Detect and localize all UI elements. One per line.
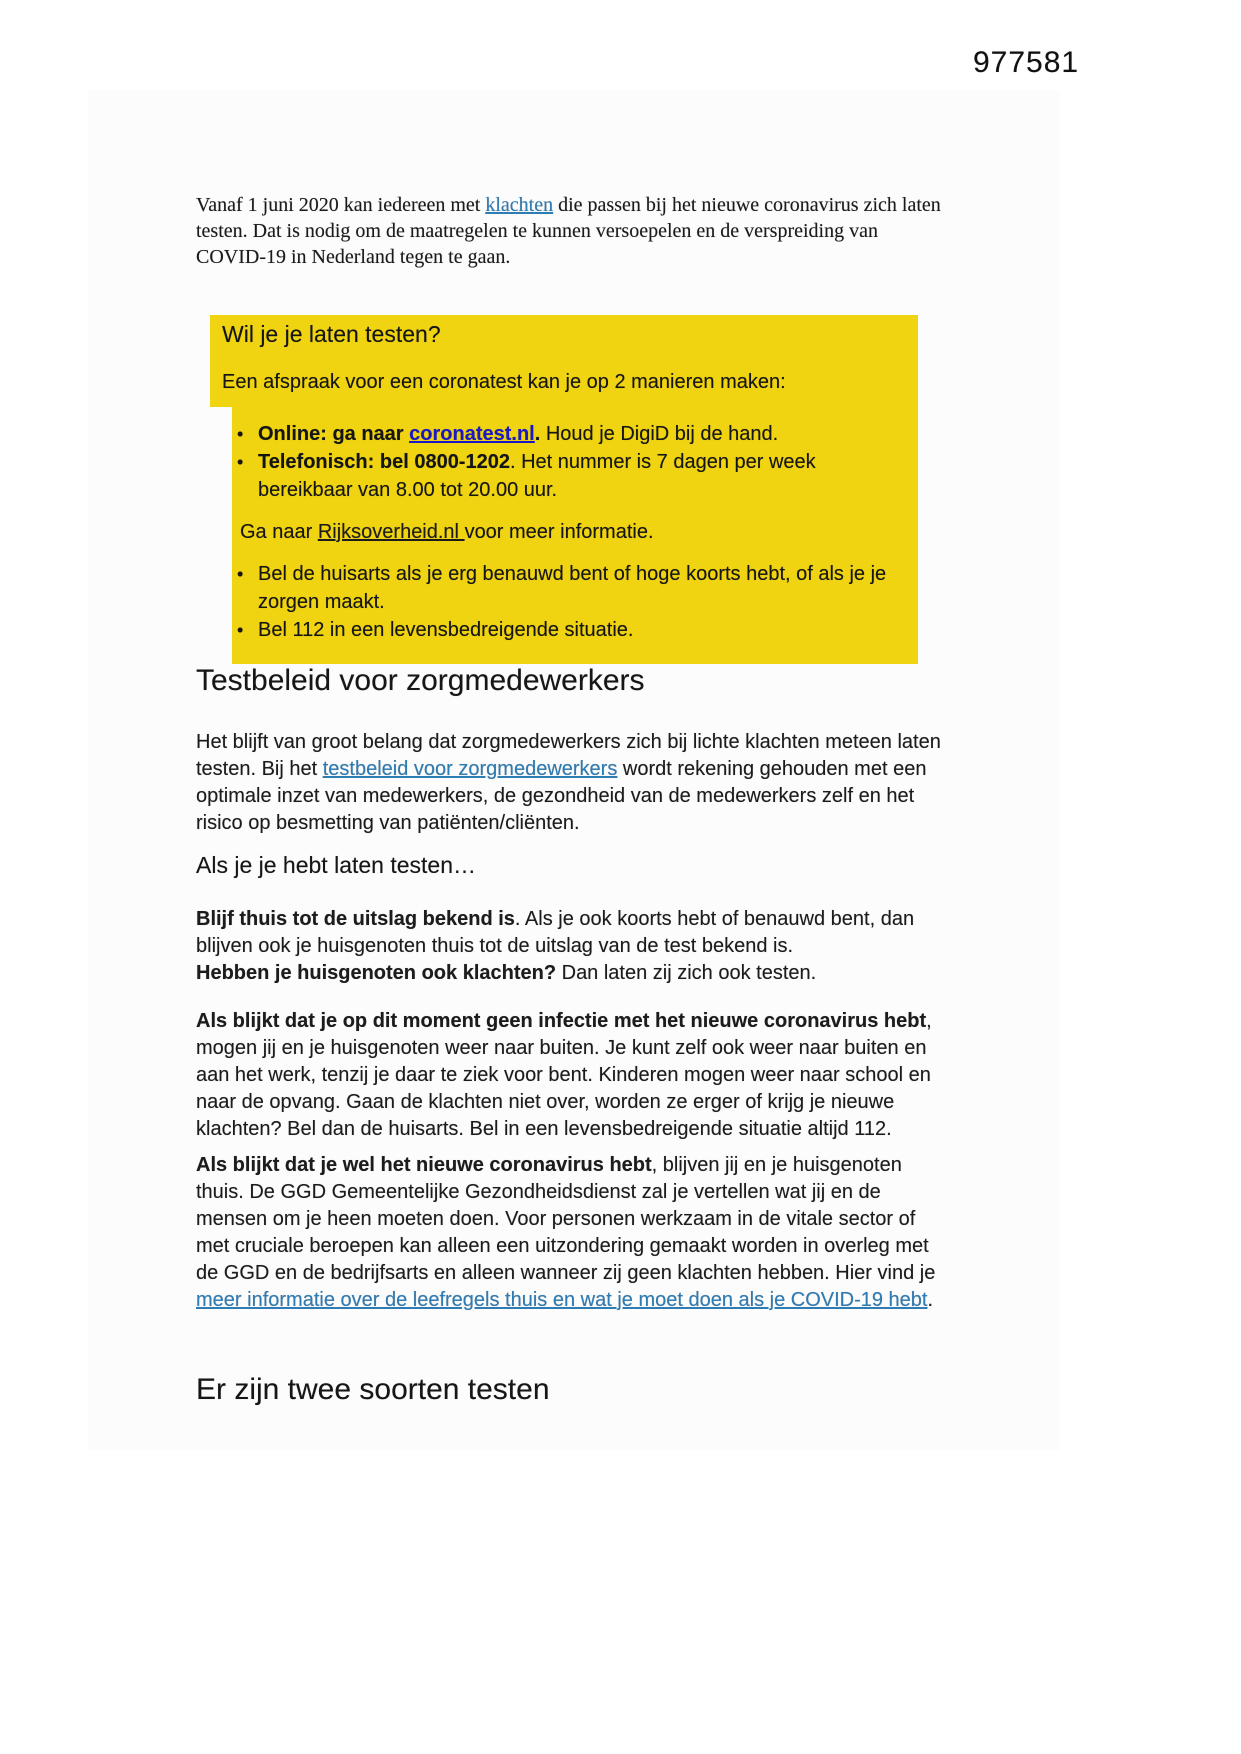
testbeleid-paragraph (196, 729, 944, 837)
info-line (240, 518, 910, 546)
intro-paragraph (196, 192, 944, 270)
intro-text-pre: Vanaf 1 juni 2020 kan iedereen met (196, 194, 486, 216)
telefonisch-rest-text: . Het nummer is 7 dagen per week bereikbaar van 8.00 tot 20.00 uur. (258, 451, 816, 501)
online-bold-period: . (534, 423, 541, 445)
klachten-link[interactable]: klachten (485, 194, 554, 216)
highlight-box-top (210, 315, 918, 407)
highlight-subtitle: Een afspraak voor een coronatest kan je op 2 manieren maken: (222, 371, 786, 393)
highlight-box-bottom (232, 407, 918, 664)
info-pre-text: Ga naar (240, 521, 318, 543)
wel-corona-text: , blijven jij en je huisgenoten thuis. De GGD Gemeentelijke Gezondheidsdienst zal je vertellen wat jij en de mensen om je heen moeten doen. Voor personen werkzaam in de vitale sector of met cruciale beroepen kan alleen een uitzondering gemaakt worden in overleg met de GGD en de bedrijfsarts en alleen wanneer zij geen klachten hebben. Hier vind je (196, 1154, 936, 1284)
leefregels-link[interactable]: meer informatie over de leefregels thuis en wat je moet doen als je COVID-19 hebt (196, 1289, 928, 1311)
testbeleid-pre-text: Het blijft van groot belang dat zorgmedewerkers zich bij lichte klachten meteen laten testen. Bij het (196, 731, 941, 780)
wel-corona-paragraph (196, 1152, 944, 1314)
telefonisch-bold-text: Telefonisch: bel 0800-1202 (258, 451, 510, 473)
uitslag-text-2: Dan laten zij zich ook testen. (556, 962, 817, 984)
wel-corona-bold: Als blijkt dat je wel het nieuwe coronavirus hebt (196, 1154, 652, 1176)
geen-infectie-text: , mogen jij en je huisgenoten weer naar buiten. Je kunt zelf ook weer naar buiten en aan het werk, tenzij je daar te ziek voor bent. Kinderen mogen weer naar school en naar de opvang. Gaan de klachten niet over, worden ze erger of krijg je nieuwe klachten? Bel dan de huisarts. Bel in een levensbedreigende situatie altijd 112. (196, 1010, 932, 1140)
intro-text-post: die passen bij het nieuwe coronavirus zich laten testen. Dat is nodig om de maatregelen te kunnen versoepelen en de verspreiding van COVID-19 in Nederland tegen te gaan. (196, 194, 941, 268)
uitslag-paragraph (196, 906, 944, 987)
online-bold-text: Online: ga naar (258, 423, 410, 445)
page-number: 977581 (973, 46, 1080, 79)
coronatest-link[interactable]: coronatest.nl (409, 423, 535, 445)
testbeleid-link[interactable]: testbeleid voor zorgmedewerkers (322, 758, 618, 780)
subheading-laten-testen: Als je je hebt laten testen… (196, 852, 476, 878)
emergency-list (232, 560, 910, 644)
list-item-112: • Bel 112 in een levensbedreigende situatie. (232, 616, 910, 644)
uitslag-bold-2: Hebben je huisgenoten ook klachten? (196, 962, 557, 984)
info-post-text: voor meer informatie. (464, 521, 654, 543)
geen-infectie-paragraph (196, 1008, 944, 1143)
online-rest-text: Houd je DigiD bij de hand. (540, 423, 779, 445)
testbeleid-post-text: wordt rekening gehouden met een optimale inzet van medewerkers, de gezondheid van de medewerkers zelf en het risico op besmetting van patiënten/cliënten. (196, 758, 927, 834)
section-heading-testbeleid: Testbeleid voor zorgmedewerkers (196, 664, 645, 697)
geen-infectie-bold: Als blijkt dat je op dit moment geen infectie met het nieuwe coronavirus hebt (196, 1010, 927, 1032)
wel-corona-period: . (927, 1289, 934, 1311)
list-item-telefonisch (232, 448, 910, 504)
contact-options-list (232, 420, 910, 504)
list-item-online (232, 420, 910, 448)
section-heading-twee-testen: Er zijn twee soorten testen (196, 1373, 550, 1406)
uitslag-text-1: . Als je ook koorts hebt of benauwd bent, dan blijven ook je huisgenoten thuis tot de uitslag van de test bekend is. (196, 908, 915, 957)
highlight-title: Wil je je laten testen? (222, 321, 441, 347)
list-item-huisarts: • Bel de huisarts als je erg benauwd bent of hoge koorts hebt, of als je je zorgen maakt. (232, 560, 910, 616)
uitslag-bold-1: Blijf thuis tot de uitslag bekend is (196, 908, 515, 930)
rijksoverheid-link[interactable]: Rijksoverheid.nl (317, 521, 465, 543)
